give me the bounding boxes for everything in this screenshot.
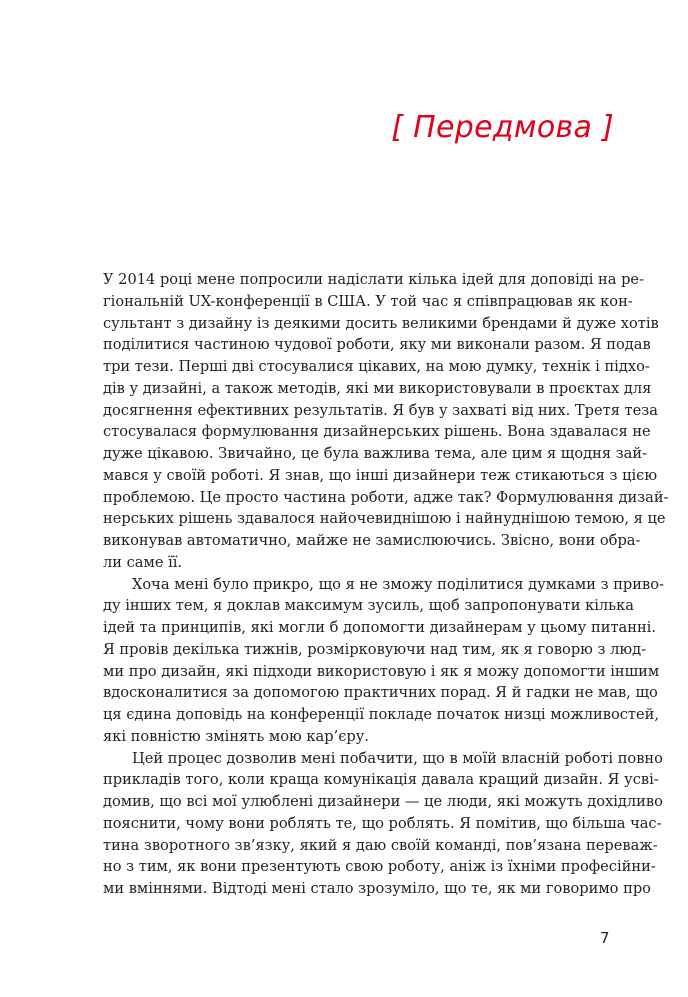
text-line: гіональній UX-конференції в США. У той час я співпрацював як кон- [103,292,633,310]
text-line: ця єдина доповідь на конференції покладе початок низці можливостей, [103,706,660,723]
text-line: нерських рішень здавалося найочевиднішою і найнуднішою темою, я це [103,510,666,528]
text-line: дів у дизайні, а також методів, які ми використовували в проєктах для [103,379,652,397]
paragraph [103,748,663,900]
text-line: поділитися частиною чудової роботи, яку ми виконали разом. Я подав [103,336,651,354]
text-line: вдосконалитися за допомогою практичних порад. Я й гадки не мав, що [103,684,658,702]
chapter-title: [ Передмова ] [391,110,614,145]
text-line: ми про дизайн, які підходи використовую і як я можу допомогти іншим [103,662,660,680]
page-number: 7 [600,929,610,947]
text-line: мався у своїй роботі. Я знав, що інші дизайнери теж стикаються з цією [103,466,658,484]
text-line: прикладів того, коли краща комунікація давала кращий дизайн. Я усві- [103,771,659,789]
text-line: виконував автоматично, майже не замислюючись. Звісно, вони обра- [103,532,641,549]
text-line: тина зворотного зв’язку, який я даю своїй команді, пов’язана переваж- [103,836,658,854]
text-line: сультант з дизайну із деякими досить великими брендами й дуже хотів [103,314,659,332]
text-line: ми вміннями. Відтоді мені стало зрозуміло, що те, як ми говоримо про [103,880,651,897]
paragraph [103,574,664,748]
text-line: Я провів декілька тижнів, розмірковуючи над тим, як я говорю з люд- [103,640,647,658]
text-line: три тези. Перші дві стосувалися цікавих, на мою думку, технік і підхо- [103,358,650,375]
text-line: які повністю змінять мою кар’єру. [103,727,369,745]
body-text [103,269,669,900]
text-line: ду інших тем, я доклав максимум зусиль, щоб запропонувати кілька [103,597,634,615]
text-line: У 2014 році мене попросили надіслати кілька ідей для доповіді на ре- [103,271,645,288]
text-line: проблемою. Це просто частина роботи, адже так? Формулювання дизай- [103,488,669,506]
text-line: дуже цікавою. Звичайно, це була важлива тема, але цим я щодня зай- [103,445,648,462]
text-line: ідей та принципів, які могли б допомогти дизайнерам у цьому питанні. [103,619,656,636]
text-line: но з тим, як вони презентують свою роботу, аніж із їхніми професійни- [103,858,656,876]
text-line: пояснити, чому вони роблять те, що роблять. Я помітив, що більша час- [103,814,662,832]
paragraph [103,269,669,574]
text-line: ли саме її. [103,553,183,571]
text-line: домив, що всі мої улюблені дизайнери — це люди, які можуть дохідливо [103,793,663,810]
text-line: стосувалася формулювання дизайнерських рішень. Вона здавалася не [103,423,651,441]
text-line: Цей процес дозволив мені побачити, що в моїй власній роботі повно [132,749,663,767]
text-line: досягнення ефективних результатів. Я був у захваті від них. Третя теза [103,401,658,419]
text-line: Хоча мені було прикро, що я не зможу поділитися думками з приво- [132,575,664,593]
